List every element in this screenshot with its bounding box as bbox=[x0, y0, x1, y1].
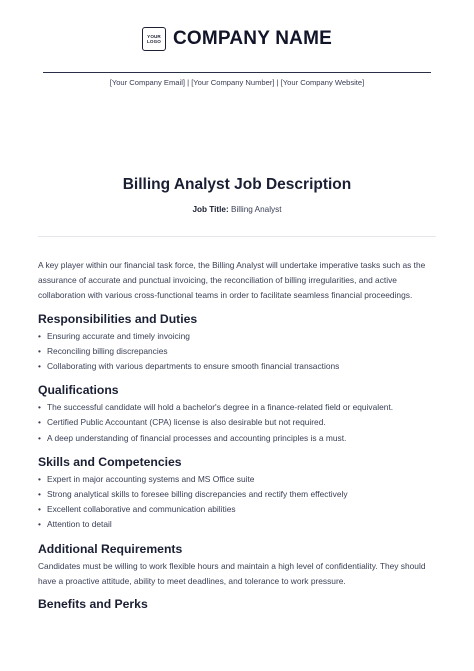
company-name: COMPANY NAME bbox=[173, 28, 332, 49]
document-body bbox=[38, 258, 438, 614]
list-item: • Expert in major accounting systems and MS Office suite bbox=[38, 472, 438, 487]
title-divider bbox=[38, 236, 436, 237]
section-heading-responsibilities: Responsibilities and Duties bbox=[38, 311, 198, 326]
skills-list bbox=[38, 472, 438, 533]
list-item: • Attention to detail bbox=[38, 517, 438, 532]
logo-text-line2: LOGO bbox=[147, 39, 161, 44]
section-heading-skills: Skills and Competencies bbox=[38, 454, 182, 469]
list-item: • Strong analytical skills to foresee billing discrepancies and rectify them effectively bbox=[38, 487, 438, 502]
document-title: Billing Analyst Job Description bbox=[122, 176, 352, 193]
company-contact-line: [Your Company Email] | [Your Company Number] | [Your Company Website] bbox=[109, 78, 365, 87]
logo-text-line1: YOUR bbox=[147, 34, 161, 39]
logo-placeholder bbox=[142, 27, 166, 51]
section-heading-benefits: Benefits and Perks bbox=[38, 597, 148, 612]
additional-requirements-paragraph: Candidates must be willing to work flexible hours and maintain a high level of confidentiality. They should have a proactive attitude, ability to meet deadlines, and tolerance to work pressure. bbox=[38, 560, 426, 586]
list-item: • Reconciling billing discrepancies bbox=[38, 344, 438, 359]
job-title-value: Billing Analyst bbox=[231, 205, 282, 214]
qualifications-list bbox=[38, 400, 438, 446]
list-item: • A deep understanding of financial processes and accounting principles is a must. bbox=[38, 431, 438, 446]
job-title-label: Job Title: bbox=[192, 205, 229, 214]
intro-paragraph: A key player within our financial task force, the Billing Analyst will undertake imperative tasks such as the assurance of accurate and punctual invoicing, the reconciliation of billing irregularities, and active collaboration with various cross-functional teams in order to facilitate seamless financial proceedings. bbox=[38, 260, 426, 301]
responsibilities-list bbox=[38, 329, 438, 375]
section-heading-additional-requirements: Additional Requirements bbox=[38, 541, 183, 556]
list-item: • Ensuring accurate and timely invoicing bbox=[38, 329, 438, 344]
header-divider bbox=[43, 72, 431, 73]
list-item: • Certified Public Accountant (CPA) license is also desirable but not required. bbox=[38, 415, 438, 430]
list-item: • Collaborating with various departments to ensure smooth financial transactions bbox=[38, 359, 438, 374]
list-item: • The successful candidate will hold a bachelor's degree in a finance-related field or equivalent. bbox=[38, 400, 438, 415]
job-title-line bbox=[0, 205, 474, 214]
list-item: • Excellent collaborative and communication abilities bbox=[38, 502, 438, 517]
document-header bbox=[0, 24, 474, 54]
section-heading-qualifications: Qualifications bbox=[38, 383, 119, 398]
